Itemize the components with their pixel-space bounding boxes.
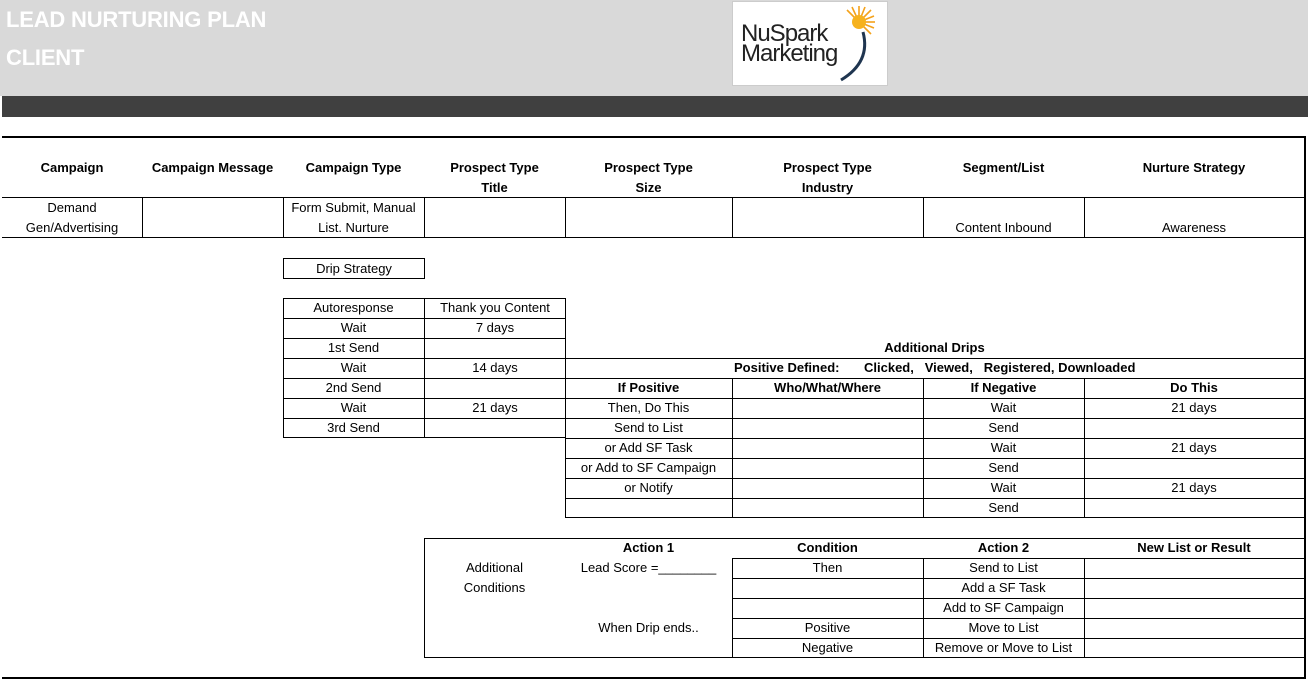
drip-step: 1st Send [327,340,380,355]
drips-positive-cell: or Notify [624,480,673,495]
drips-negative-cell: Send [988,420,1019,435]
column-divider [565,197,566,238]
campaign-type-cell-line1: Form Submit, Manual [291,200,416,215]
column-divider [424,197,425,238]
header-new-list-or-result: New List or Result [1137,540,1251,555]
header-nurture-strategy: Nurture Strategy [1142,160,1246,175]
action2-cell: Move to List [968,620,1039,635]
header-campaign-message: Campaign Message [151,160,274,175]
header-prospect-size-2: Size [635,180,662,195]
drips-do-cell [1084,418,1304,438]
header-prospect-industry-2: Industry [801,180,854,195]
drip-value: 21 days [472,400,518,415]
drips-positive-cell: Send to List [614,420,683,435]
header-prospect-industry-1: Prospect Type [783,160,872,175]
drip-value [424,378,566,398]
conditions-divider [1084,558,1085,658]
positive-defined-label: Positive Defined: [734,360,840,375]
column-divider [732,197,733,238]
conditions-label-line1: Additional [465,560,524,575]
drips-do-cell [1084,458,1304,478]
header-action-2: Action 2 [977,540,1030,555]
nurture-strategy-cell: Awareness [1161,220,1227,235]
campaign-type-cell-line2: List. Nurture [318,220,389,235]
drips-negative-cell: Wait [990,480,1017,495]
when-drip-ends-label: When Drip ends.. [598,620,699,635]
plan-title: LEAD NURTURING PLAN [6,7,267,32]
drips-negative-cell: Send [988,460,1019,475]
segment-cell: Content Inbound [955,220,1052,235]
drips-do-cell: 21 days [1171,400,1217,415]
drip-value: 14 days [472,360,518,375]
action2-cell: Add to SF Campaign [943,600,1064,615]
condition-cell: Negative [801,640,854,655]
drip-value: Thank you Content [440,300,550,315]
header-prospect-title-1: Prospect Type [450,160,539,175]
logo-text-line2: Marketing [741,40,838,67]
client-title: CLIENT [6,45,85,70]
header-prospect-title-2: Title [481,180,508,195]
header-campaign-type: Campaign Type [305,160,402,175]
drip-step: Wait [340,360,367,375]
header-campaign: Campaign [40,160,104,175]
header-who-what-where: Who/What/Where [774,380,881,395]
column-divider [142,197,143,238]
drips-positive-cell: Then, Do This [607,400,690,415]
drips-negative-cell: Send [988,500,1019,515]
action2-cell: Add a SF Task [961,580,1046,595]
drips-positive-cell: or Add to SF Campaign [580,460,717,475]
drip-step: 3rd Send [327,420,380,435]
header-segment-list: Segment/List [962,160,1045,175]
drip-value: 7 days [475,320,515,335]
positive-defined-values: Clicked, Viewed, Registered, Downloaded [864,360,1136,375]
drip-step: Autoresponse [313,300,394,315]
drips-col-divider [732,378,733,518]
additional-drips-title: Additional Drips [884,340,985,355]
drip-step: Wait [340,400,367,415]
header-do-this: Do This [1170,380,1218,395]
company-logo [732,1,888,86]
drip-step: Wait [340,320,367,335]
drips-negative-cell: Wait [990,400,1017,415]
drips-do-cell: 21 days [1171,440,1217,455]
action2-cell: Send to List [969,560,1038,575]
conditions-label-line2: Conditions [463,580,526,595]
header-divider-bar [2,96,1308,117]
action2-cell: Remove or Move to List [934,640,1073,655]
drip-step: 2nd Send [325,380,382,395]
condition-cell: Positive [804,620,851,635]
drip-strategy-label: Drip Strategy [283,258,425,279]
drips-positive-cell: or Add SF Task [604,440,693,455]
drip-value [424,338,566,358]
header-if-positive: If Positive [617,380,680,395]
header-prospect-size-1: Prospect Type [604,160,693,175]
drips-negative-cell: Wait [990,440,1017,455]
header-condition: Condition [797,540,858,555]
drips-do-cell: 21 days [1171,480,1217,495]
campaign-cell-line2: Gen/Advertising [25,220,119,235]
lead-score-field: Lead Score =________ [580,560,717,575]
logo-text-line1: NuSpark [741,20,828,47]
condition-cell: Then [812,560,843,575]
drip-value [424,418,566,438]
header-action-1: Action 1 [622,540,675,555]
header-if-negative: If Negative [970,380,1037,395]
campaign-cell-line1: Demand [47,200,97,215]
